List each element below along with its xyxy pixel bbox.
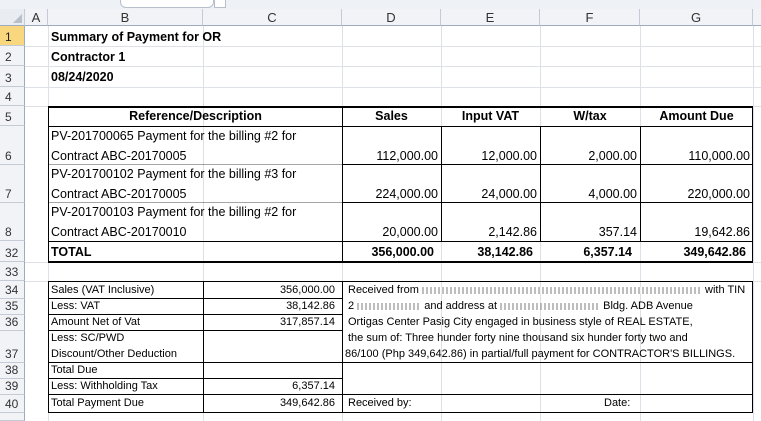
- vat-value[interactable]: 24,000.00: [481, 187, 537, 201]
- border: [540, 126, 541, 241]
- summary-label[interactable]: Amount Net of Vat: [51, 316, 141, 328]
- row-header[interactable]: 6: [0, 126, 25, 165]
- column-header-e[interactable]: E: [441, 9, 540, 26]
- row-header[interactable]: 2: [0, 46, 25, 66]
- header-input-vat[interactable]: Input VAT: [461, 109, 520, 123]
- border: [48, 106, 49, 262]
- report-date[interactable]: 08/24/2020: [51, 70, 114, 84]
- gridline: [25, 46, 761, 47]
- received-by-label[interactable]: Received by:: [348, 397, 412, 409]
- select-all-corner[interactable]: [0, 9, 25, 26]
- summary-value[interactable]: 317,857.14: [279, 316, 335, 328]
- row-header[interactable]: 7: [0, 165, 25, 203]
- receipt-line-3[interactable]: Ortigas Center Pasig City engaged in business style of REAL ESTATE,: [348, 316, 693, 328]
- column-header-b[interactable]: B: [48, 9, 203, 26]
- border: [441, 126, 442, 241]
- total-amount-due[interactable]: 349,642.86: [683, 245, 746, 259]
- summary-label[interactable]: Discount/Other Deduction: [51, 348, 177, 360]
- border: [342, 394, 753, 395]
- summary-label[interactable]: Less: SC/PWD: [51, 332, 125, 344]
- address-label: and address at: [424, 300, 498, 312]
- summary-label[interactable]: Less: VAT: [51, 300, 101, 312]
- sales-value[interactable]: 20,000.00: [382, 225, 438, 239]
- payment-desc-line2[interactable]: Contract ABC-20170005: [51, 149, 187, 163]
- border: [48, 164, 342, 165]
- row-header[interactable]: 1: [0, 26, 25, 46]
- vat-value[interactable]: 12,000.00: [481, 149, 537, 163]
- redacted-address: [500, 303, 600, 310]
- border: [48, 298, 342, 299]
- total-label[interactable]: TOTAL: [51, 245, 92, 259]
- row-header[interactable]: 32: [0, 241, 25, 262]
- total-sales[interactable]: 356,000.00: [371, 245, 434, 259]
- column-header-f[interactable]: F: [540, 9, 640, 26]
- border: [48, 261, 753, 263]
- border: [48, 330, 342, 331]
- total-vat[interactable]: 38,142.86: [477, 245, 533, 259]
- row-header[interactable]: 40: [0, 395, 25, 413]
- amount-due-value[interactable]: 220,000.00: [687, 187, 750, 201]
- payment-desc-line2[interactable]: Contract ABC-20170010: [51, 225, 187, 239]
- payment-desc-line1[interactable]: PV-201700102 Payment for the billing #3 for: [51, 167, 297, 181]
- row-header[interactable]: 38: [0, 363, 25, 379]
- border: [640, 126, 641, 241]
- formula-button-edge[interactable]: [214, 0, 226, 8]
- wtax-value[interactable]: 4,000.00: [588, 187, 637, 201]
- receipt-line-5[interactable]: 86/100 (Php 349,642.86) in partial/full payment for CONTRACTOR'S BILLINGS.: [345, 348, 736, 360]
- summary-value[interactable]: 356,000.00: [279, 284, 335, 296]
- summary-label[interactable]: Sales (VAT Inclusive): [51, 284, 155, 296]
- border: [48, 362, 342, 363]
- border: [48, 202, 342, 203]
- amount-due-value[interactable]: 19,642.86: [694, 225, 750, 239]
- row-header[interactable]: 37: [0, 331, 25, 363]
- sales-value[interactable]: 112,000.00: [376, 149, 438, 163]
- gridline: [25, 66, 761, 67]
- border: [342, 164, 753, 165]
- payment-desc-line2[interactable]: Contract ABC-20170005: [51, 187, 187, 201]
- border: [48, 241, 753, 242]
- border: [48, 412, 753, 413]
- border: [48, 126, 753, 127]
- gridline: [25, 87, 761, 88]
- gridline: [753, 26, 754, 421]
- summary-value[interactable]: 6,357.14: [292, 380, 335, 392]
- border: [752, 106, 753, 262]
- date-label[interactable]: Date:: [604, 397, 631, 409]
- border: [48, 106, 753, 108]
- received-from-label: Received from: [348, 284, 419, 296]
- tin-prefix: 2: [348, 300, 355, 312]
- column-header-a[interactable]: A: [25, 9, 48, 26]
- column-header-d[interactable]: D: [342, 9, 441, 26]
- summary-label[interactable]: Total Due: [51, 364, 98, 376]
- row-header[interactable]: 5: [0, 106, 25, 126]
- header-amount-due[interactable]: Amount Due: [659, 109, 734, 123]
- tin-label: with TIN: [705, 284, 746, 296]
- contractor-name[interactable]: Contractor 1: [51, 50, 126, 64]
- row-header[interactable]: 4: [0, 87, 25, 106]
- summary-label[interactable]: Total Payment Due: [51, 397, 144, 409]
- sales-value[interactable]: 224,000.00: [375, 187, 438, 201]
- row-header[interactable]: 34: [0, 281, 25, 299]
- wtax-value[interactable]: 2,000.00: [588, 149, 637, 163]
- row-header[interactable]: [0, 413, 25, 421]
- name-box-edge[interactable]: [120, 0, 214, 8]
- row-header[interactable]: 35: [0, 299, 25, 315]
- row-header[interactable]: 33: [0, 262, 25, 281]
- total-wtax[interactable]: 6,357.14: [583, 245, 632, 259]
- row-header[interactable]: 3: [0, 66, 25, 87]
- border: [48, 314, 342, 315]
- border: [48, 394, 342, 395]
- report-title[interactable]: Summary of Payment for OR: [51, 30, 222, 44]
- summary-value[interactable]: 349,642.86: [279, 397, 335, 409]
- border: [48, 378, 342, 379]
- address-tail: Bldg. ADB Avenue: [603, 300, 693, 312]
- redacted-tin: [357, 303, 421, 310]
- redacted-name: [422, 287, 702, 294]
- header-reference[interactable]: Reference/Description: [129, 109, 262, 123]
- vat-value[interactable]: 2,142.86: [488, 225, 537, 239]
- border: [48, 281, 753, 282]
- header-sales[interactable]: Sales: [375, 109, 408, 123]
- receipt-line-2[interactable]: [348, 300, 693, 312]
- amount-due-value[interactable]: 110,000.00: [688, 149, 750, 163]
- summary-label[interactable]: Less: Withholding Tax: [51, 380, 158, 392]
- summary-value[interactable]: 38,142.86: [286, 300, 335, 312]
- payment-desc-line1[interactable]: PV-201700103 Payment for the billing #2 for: [51, 205, 297, 219]
- row-header[interactable]: 36: [0, 315, 25, 331]
- receipt-line-4[interactable]: the sum of: Three hunder forty nine thousand six hunder forty two and: [348, 332, 688, 344]
- row-header[interactable]: 8: [0, 203, 25, 241]
- header-wtax[interactable]: W/tax: [573, 109, 607, 123]
- row-header[interactable]: 39: [0, 379, 25, 395]
- column-header-g[interactable]: G: [640, 9, 753, 26]
- border: [342, 202, 753, 203]
- border: [342, 362, 753, 363]
- receipt-line-1[interactable]: [348, 284, 745, 296]
- payment-desc-line1[interactable]: PV-201700065 Payment for the billing #2 for: [51, 129, 297, 143]
- column-header-h[interactable]: [753, 9, 761, 26]
- wtax-value[interactable]: 357.14: [598, 225, 637, 239]
- column-header-c[interactable]: C: [203, 9, 342, 26]
